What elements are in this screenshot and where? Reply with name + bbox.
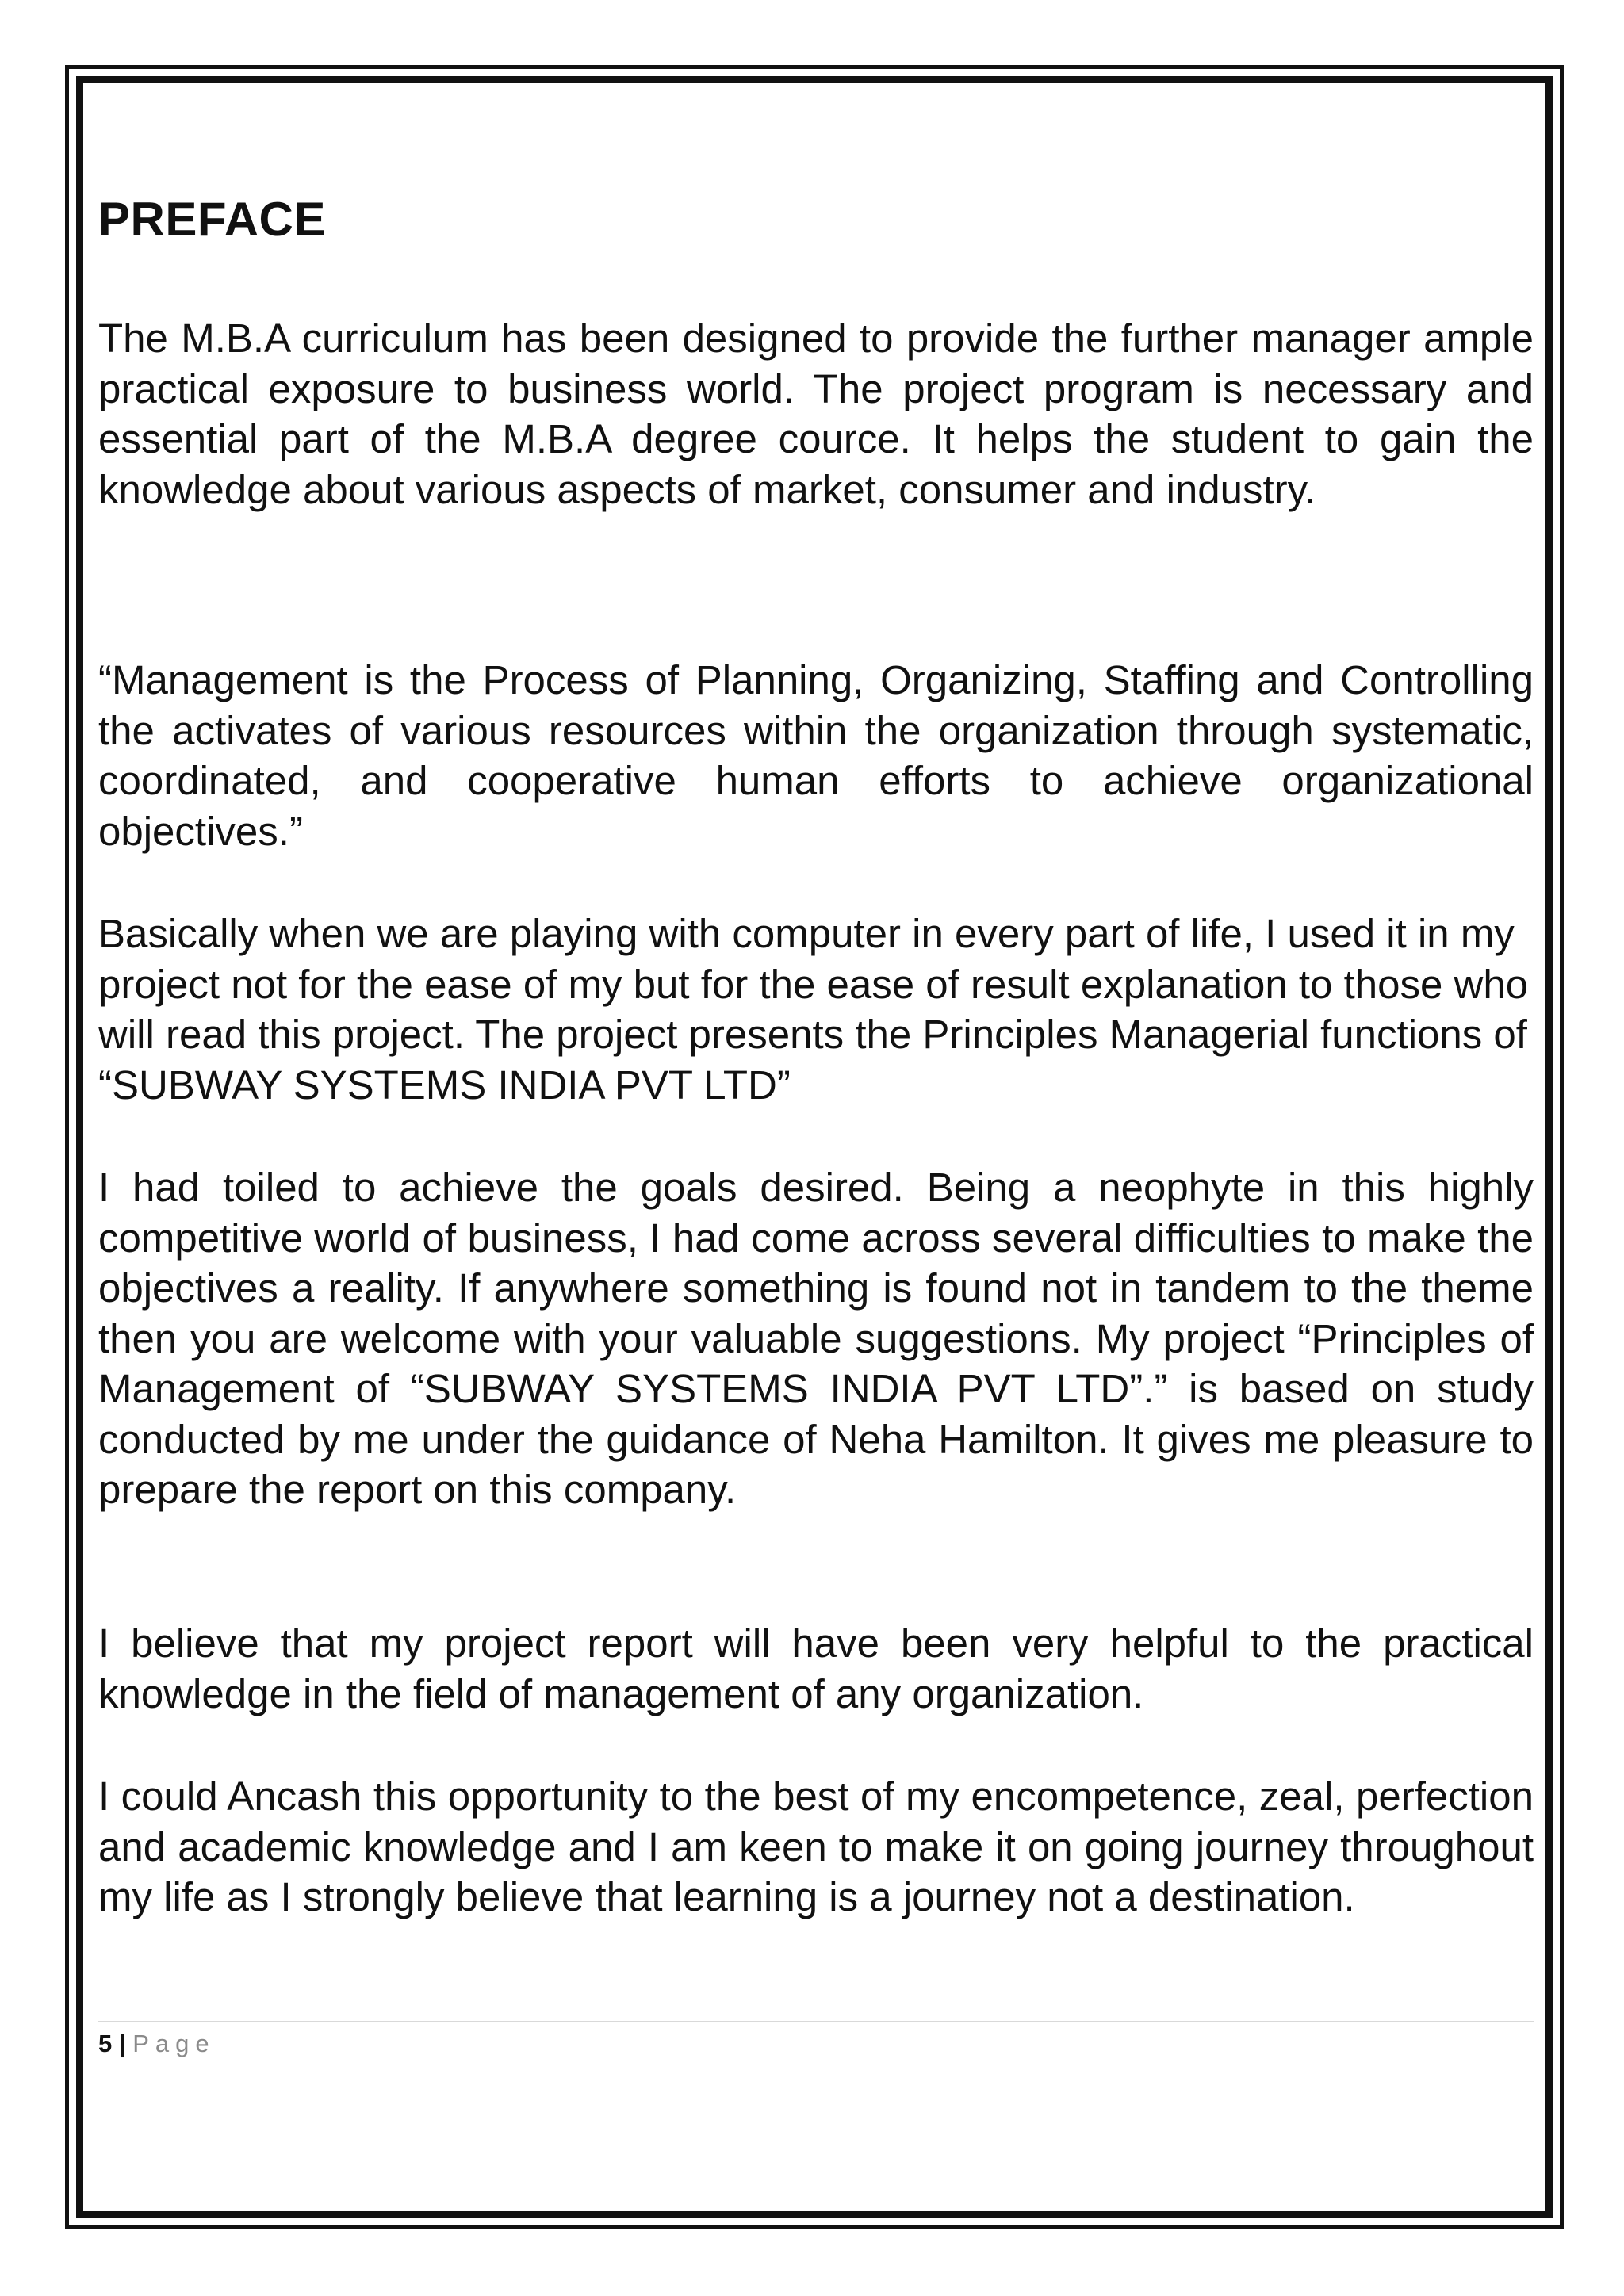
page-label: Page (132, 2030, 216, 2057)
page-number: 5 (98, 2030, 113, 2057)
page-title: PREFACE (98, 193, 326, 246)
paragraph-opportunity: I could Ancash this opportunity to the best of my encompetence, zeal, perfection and academic knowledge and I am keen to make it on going journey throughout my life as I strongly believe that learning is a journey not a destination. (98, 1774, 1534, 1919)
footer-divider (98, 2021, 1534, 2022)
paragraph-management-definition: “Management is the Process of Planning, Organizing, Staffing and Controlling the activates of various resources within the organization through systematic, coordinated, and cooperative human efforts to achieve organizational objectives.” (98, 657, 1534, 854)
footer-separator: | (118, 2030, 126, 2057)
paragraph-curriculum: The M.B.A curriculum has been designed to provide the further manager ample practical exposure to business world. The project program is necessary and essential part of the M.B.A degree cource. It helps the student to gain the knowledge about various aspects of market, consumer and industry. (98, 316, 1534, 512)
page-footer (98, 2028, 216, 2060)
paragraph-goals: I had toiled to achieve the goals desired. Being a neophyte in this highly competitive world of business, I had come across several difficulties to make the objectives a reality. If anywhere something is found not in tandem to the theme then you are welcome with your valuable suggestions. My project “Principles of Management of “SUBWAY SYSTEMS INDIA PVT LTD”.” is based on study conducted by me under the guidance of Neha Hamilton. It gives me pleasure to prepare the report on this company. (98, 1165, 1534, 1512)
paragraph-computer-usage: Basically when we are playing with computer in every part of life, I used it in my project not for the ease of my but for the ease of result explanation to those who will read this project. The project presents the Principles Managerial functions of “SUBWAY SYSTEMS INDIA PVT LTD” (98, 911, 1529, 1108)
paragraph-belief: I believe that my project report will have been very helpful to the practical knowledge in the field of management of any organization. (98, 1621, 1534, 1716)
